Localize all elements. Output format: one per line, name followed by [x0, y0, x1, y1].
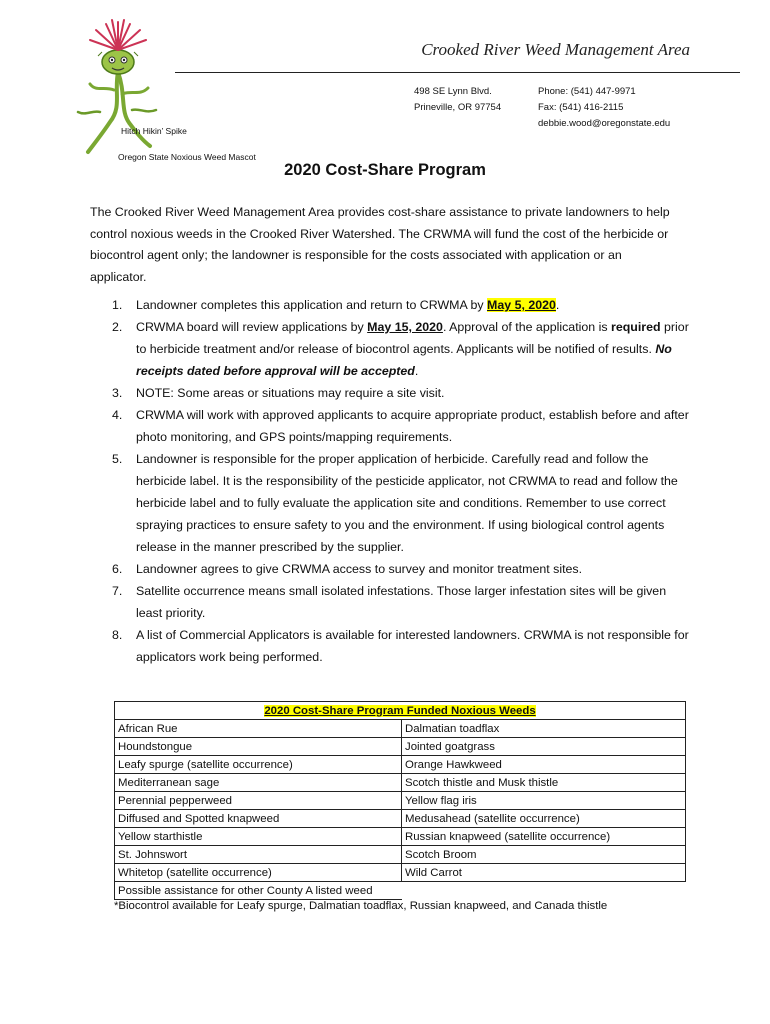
table-cell: Yellow starthistle — [115, 828, 402, 846]
list-item — [90, 580, 690, 624]
list-item — [90, 404, 690, 448]
table-cell: Perennial pepperweed — [115, 792, 402, 810]
step-text: Satellite occurrence means small isolated infestations. Those larger infestation sites will be given least priority. — [136, 584, 667, 620]
mascot-subcaption: Oregon State Noxious Weed Mascot — [118, 152, 256, 162]
intro-paragraph: The Crooked River Weed Management Area provides cost-share assistance to private landowners to help control noxious weeds in the Crooked River Watershed. The CRWMA will fund the cost of the herbicide or biocontrol agent only; the landowner is responsible for the costs associated with application or an applicator. — [90, 205, 670, 284]
deadline-date: May 5, 2020 — [487, 298, 556, 312]
step-text: CRWMA board will review applications by — [136, 320, 368, 334]
list-item — [90, 558, 690, 580]
table-row — [115, 720, 686, 738]
table-row — [115, 810, 686, 828]
list-number: 8. — [112, 628, 123, 642]
table-cell: Orange Hawkweed — [402, 756, 686, 774]
phone-number: Phone: (541) 447-9971 — [538, 86, 636, 97]
table-cell: Medusahead (satellite occurrence) — [402, 810, 686, 828]
step-text: . — [555, 298, 560, 312]
funded-weeds-table — [114, 701, 686, 900]
step-text: Landowner agrees to give CRWMA access to survey and monitor treatment sites. — [136, 562, 583, 576]
table-row — [115, 774, 686, 792]
step-text: . — [414, 364, 419, 378]
table-header-row — [115, 702, 686, 720]
contact-block — [538, 84, 670, 132]
table-row — [115, 882, 686, 900]
table-row — [115, 828, 686, 846]
step-text: NOTE: Some areas or situations may require a site visit. — [136, 386, 445, 400]
table-cell: Houndstongue — [115, 738, 402, 756]
table-cell: Scotch thistle and Musk thistle — [402, 774, 686, 792]
receipts-note: No receipts dated before approval will be accepted — [136, 342, 672, 378]
table-header-text: 2020 Cost-Share Program Funded Noxious Weeds — [264, 704, 536, 717]
table-cell: Diffused and Spotted knapweed — [115, 810, 402, 828]
address-line: 498 SE Lynn Blvd. — [414, 86, 492, 97]
list-item — [90, 624, 690, 668]
table-cell: Possible assistance for other County A listed weed — [115, 882, 402, 900]
list-number: 1. — [112, 298, 123, 312]
page-title: 2020 Cost-Share Program — [284, 161, 486, 179]
list-number: 3. — [112, 386, 123, 400]
program-steps-list — [90, 294, 690, 668]
list-number: 2. — [112, 320, 123, 334]
email-address: debbie.wood@oregonstate.edu — [538, 118, 671, 129]
list-item — [90, 382, 690, 404]
step-text: . Approval of the application is — [442, 320, 612, 334]
review-date: May 15, 2020 — [367, 320, 443, 334]
list-item — [90, 294, 690, 316]
step-text: CRWMA will work with approved applicants to acquire appropriate product, establish before and after photo monitoring, and GPS points/mapping requirements. — [136, 408, 689, 444]
table-cell: Whitetop (satellite occurrence) — [115, 864, 402, 882]
list-number: 5. — [112, 452, 123, 466]
table-cell: Leafy spurge (satellite occurrence) — [115, 756, 402, 774]
header-divider — [175, 72, 740, 73]
table-cell: Wild Carrot — [402, 864, 686, 882]
mascot-caption: Hitch Hikin’ Spike — [121, 126, 187, 136]
table-body — [115, 720, 686, 900]
address-city: Prineville, OR 97754 — [414, 102, 502, 113]
list-number: 7. — [112, 584, 123, 598]
table-cell: Dalmatian toadflax — [402, 720, 686, 738]
list-item — [90, 448, 690, 558]
table-cell: St. Johnswort — [115, 846, 402, 864]
table-cell: Mediterranean sage — [115, 774, 402, 792]
list-number: 4. — [112, 408, 123, 422]
fax-number: Fax: (541) 416-2115 — [538, 102, 624, 113]
table-row — [115, 756, 686, 774]
biocontrol-footnote: *Biocontrol available for Leafy spurge, Dalmatian toadflax, Russian knapweed, and Canada thistle — [114, 900, 608, 912]
table-cell: Yellow flag iris — [402, 792, 686, 810]
table-cell: Scotch Broom — [402, 846, 686, 864]
table-cell: African Rue — [115, 720, 402, 738]
table-cell: Russian knapweed (satellite occurrence) — [402, 828, 686, 846]
step-text: Landowner is responsible for the proper application of herbicide. Carefully read and follow the herbicide label. It is the responsibility of the pesticide applicator, not CRWMA to read and follow the herbicide label and to fully evaluate the application site and conditions. Remember to use correct spraying practices to ensure safety to you and the environment. If using biological control agents release in the manner prescribed by the supplier. — [136, 452, 678, 554]
table-cell-empty — [402, 882, 686, 900]
table-row — [115, 738, 686, 756]
list-number: 6. — [112, 562, 123, 576]
step-text: A list of Commercial Applicators is available for interested landowners. CRWMA is not responsible for applicators work being performed. — [136, 628, 689, 664]
table-cell: Jointed goatgrass — [402, 738, 686, 756]
step-text: prior to herbicide treatment and/or release of biocontrol agents. Applicants will be notified of results. — [136, 320, 689, 356]
table-header — [115, 702, 686, 720]
step-text: Landowner completes this application and return to CRWMA by — [136, 298, 488, 312]
address-block — [414, 84, 501, 116]
org-name: Crooked River Weed Management Area — [421, 40, 690, 59]
list-item — [90, 316, 690, 382]
table-row — [115, 792, 686, 810]
required-text: required — [611, 320, 661, 334]
table-row — [115, 864, 686, 882]
table-row — [115, 846, 686, 864]
